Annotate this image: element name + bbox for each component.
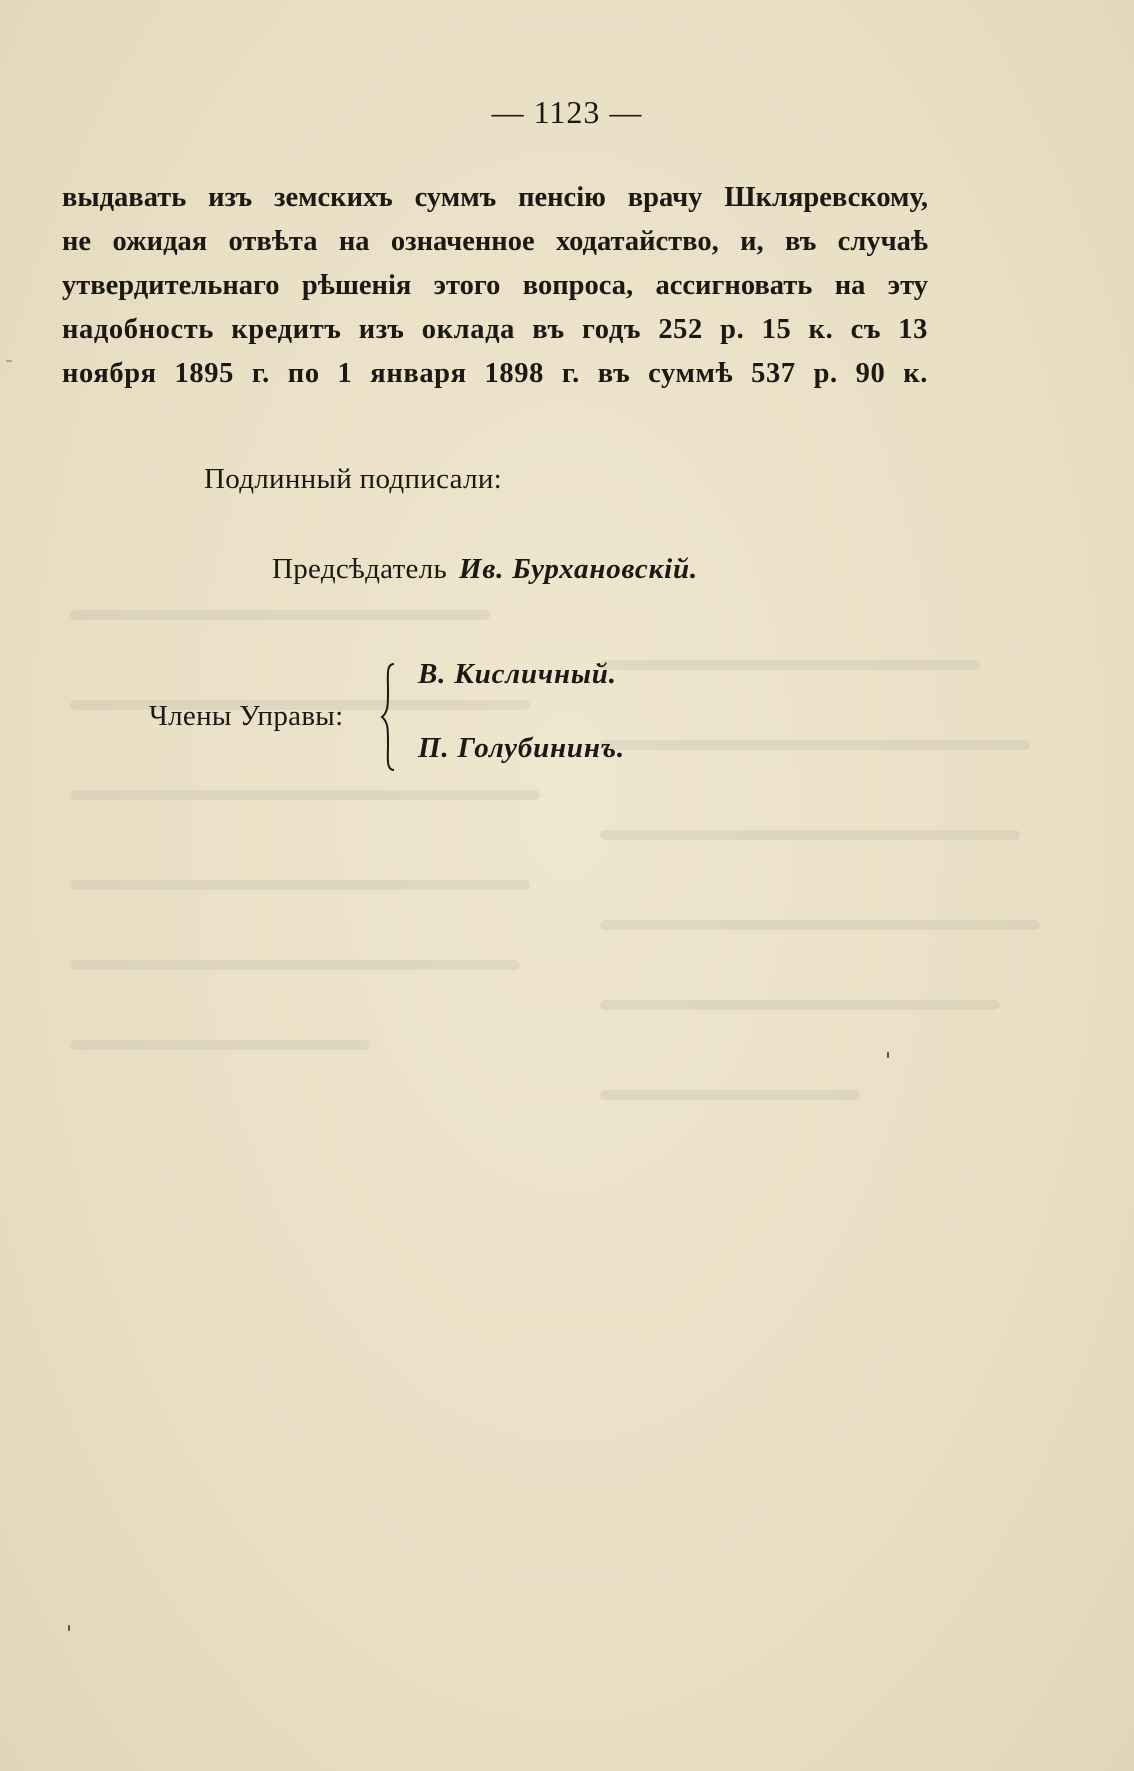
- chairman-name: Ив. Бурхановскій.: [459, 553, 698, 585]
- body-line: выдавать изъ земскихъ суммъ пенсію врачу Шкляревскому,: [62, 182, 928, 213]
- members-label: Члены Управы:: [149, 700, 344, 732]
- bleed-line: [600, 830, 1020, 840]
- ink-speck: [68, 1625, 70, 1631]
- body-line: ноября 1895 г. по 1 января 1898 г. въ суммѣ 537 р. 90 к.: [62, 358, 928, 389]
- body-paragraph: [62, 176, 928, 396]
- body-line: утвердительнаго рѣшенія этого вопроса, ассигновать на эту: [62, 270, 928, 301]
- body-line: не ожидая отвѣта на означенное ходатайство, и, въ случаѣ: [62, 226, 928, 257]
- chairman-title: Предсѣдатель: [272, 553, 448, 585]
- chairman-signature-line: [272, 553, 698, 586]
- bleed-line: [70, 790, 540, 800]
- bleed-line: [600, 660, 980, 670]
- bleed-line: [70, 880, 530, 890]
- body-line: надобность кредитъ изъ оклада въ годъ 252 р. 15 к. съ 13: [62, 314, 928, 345]
- ink-speck: [887, 1052, 889, 1058]
- ink-speck: [6, 360, 12, 362]
- bleed-line: [600, 1000, 1000, 1010]
- member-name: В. Кисличный.: [418, 658, 617, 690]
- member-name: П. Голубининъ.: [418, 732, 625, 764]
- bleed-line: [600, 920, 1040, 930]
- bleed-line: [70, 610, 490, 620]
- bleed-line: [70, 1040, 370, 1050]
- signed-label: Подлинный подписали:: [204, 463, 503, 495]
- curly-brace-icon: [380, 662, 400, 772]
- page-number: — 1123 —: [491, 94, 643, 130]
- bleed-line: [600, 1090, 860, 1100]
- bleed-line: [70, 960, 520, 970]
- bleed-line: [600, 740, 1030, 750]
